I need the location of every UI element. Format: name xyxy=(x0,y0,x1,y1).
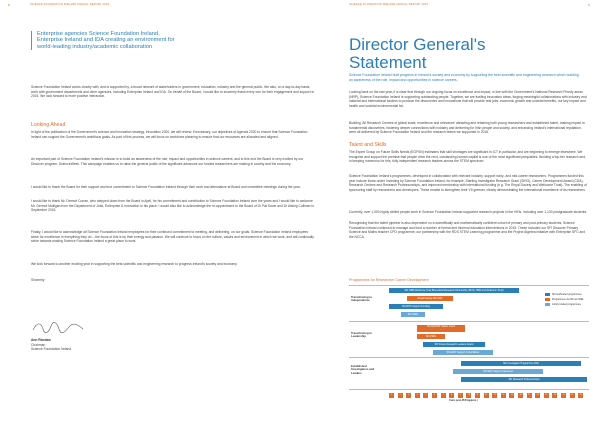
programme-bar: SFI-ERC/RF Starter Grant xyxy=(417,325,465,332)
right-paragraph-6: Recognising that the talent pipeline is also dependent on a scientifically and mathematically confident cohort of primary and post-primary students, Science Foundation Ireland continued to manage and fund a number of formal and informal education interventions in 2015. These included our SFI Discover Primary Science and Maths teacher CPD programme; our partnership with the RDS STEM Learning programme and the Project Algebra initiative with Enterprise SFC and the NCCA. xyxy=(349,221,586,239)
years-axis-label: Years post-PhD (approx.) xyxy=(449,399,478,402)
signatory-role: Chairman xyxy=(31,342,46,347)
year-tick: 13 xyxy=(493,394,496,396)
chart-divider xyxy=(349,321,589,322)
talent-skills-heading: Talent and Skills xyxy=(349,142,387,148)
row-label: Transitioning to independence xyxy=(351,295,372,303)
legend-item: SFI led/funded programmes xyxy=(545,293,582,296)
year-tick: 14 xyxy=(502,394,505,396)
title-line-2: Statement xyxy=(349,53,427,72)
chart-divider xyxy=(349,357,589,358)
programme-bar: SFI-ERC Support Advanced xyxy=(453,369,543,374)
programme-bar: SFI Future Research Leaders Award xyxy=(423,342,485,347)
year-tick: 20 xyxy=(553,394,556,396)
year-tick: 22 xyxy=(571,394,574,396)
programme-bar: SFI-PIRG xyxy=(417,334,445,339)
year-tick: 11 xyxy=(476,394,479,396)
legend-swatch xyxy=(545,293,550,296)
left-paragraph-1: Science Foundation Ireland works closely with, and is supported by, a broad network of stakeholders in government, education, industry and the general public. We also, on a day-to-day basis, work with government departments and other agencies, including Enterprise Ireland and IDA. On behalf of the Board, I would like to sincerely thank every one for their engagement and support in 2015. We look forward to more positive interaction. xyxy=(31,85,315,98)
year-tick: 19 xyxy=(545,394,548,396)
left-paragraph-7: We look forward to another exciting year in supporting the best scientific and engineering research to progress Ireland's society and economy. xyxy=(31,262,238,266)
year-tick: 15 xyxy=(510,394,513,396)
running-header-left: SCIENCE FOUNDATION IRELAND ANNUAL REPORT 2015 xyxy=(30,3,110,6)
chart-title: Programmes for Researcher Career Development xyxy=(349,278,429,282)
chart-divider xyxy=(349,389,589,390)
year-tick: 23 xyxy=(579,394,582,396)
year-tick: 9 xyxy=(459,394,461,396)
title-line-1: Director General's xyxy=(349,35,486,54)
programme-bar: SFI-HRB-Wellcome Trust Biomedical Research Partnership (RCSI, HRB and Wellcome Trust) xyxy=(389,288,519,293)
right-paragraph-3: The Expert Group on Future Skills Needs (EGFSN) estimates that skill shortages are significant in ICT in particular, and are beginning to emerge elsewhere. We recognise and support the premise that people drive the next, outstanding human capital is one of the most significant prequisites. Building a top-tier research and, in keeping numerous for this, fully independent research leaders across the STEM spectrum. xyxy=(349,150,586,163)
year-tick: 17 xyxy=(528,394,531,396)
year-tick: 1 xyxy=(390,394,393,396)
page-title xyxy=(349,36,485,72)
row-label: Established Investigators and Leaders xyxy=(351,364,375,375)
year-tick: 7 xyxy=(442,394,444,396)
year-tick: 4 xyxy=(416,394,418,396)
year-tick: 18 xyxy=(536,394,539,396)
left-paragraph-3: An important part of Science Foundation Ireland's mission is to build an awareness of the role, impact and opportunities in science careers, and to this end the Board is very excited by our Discover program, ScienceWeek. This campaign enables us to raise the general public of the significant advances our funded researchers are making in society and the economy. xyxy=(31,157,304,166)
year-tick: 3 xyxy=(408,394,410,396)
legend-swatch xyxy=(545,298,550,301)
looking-ahead-heading: Looking Ahead xyxy=(31,122,66,128)
row-label: Transitioning to Leadership xyxy=(351,331,372,339)
legend-swatch xyxy=(545,303,550,306)
programme-bar: SFI-ERC Support Consolidator xyxy=(433,350,493,355)
signatory-org: Science Foundation Ireland xyxy=(31,347,72,351)
left-paragraph-4: I would like to thank the Board for their support and true commitment to Science Foundation Ireland through their work and attendance at Board and committee meetings during the year. xyxy=(31,185,301,189)
right-paragraph-2: Building 'All Research Centres of global scale, excellence and relevance' attracting and retaining both young researchers and established talent, making impact in fundamental discoveries, fostering deeper connections with industry and delivering for Irish people and society, and enhancing Ireland's international reputation, were all delivered by Science Foundation Ireland and the research teams we supported in 2015. xyxy=(349,121,585,134)
right-paragraph-4: Science Foundation Ireland's programmes, developed in collaboration with relevant industry, support early- and mid-career researchers. Programmes funded this year include those under Investing by Science Foundation Ireland, for example, Starting Investigator Research Grant (SIRG), Career Development Award (CDA), Research Centres and Research Professorships, and improved mentorship with international funding (e.g. The Royal Society and Wellcome Trust). The enabling of sponsoring staff by researchers and developers. These enable to strengthen their VII greener, clearly demonstrating the international excellence of its researchers. xyxy=(349,174,587,192)
career-programmes-chart xyxy=(349,285,589,403)
right-paragraph-1: Looking back on the last year, it is clear that through our ongoing focus on excellence and impact, in line with the Government's National Research Priority areas (NRP), Science Foundation Ireland is supporting outstanding people. Together, we are fuelling innovation ideas, forging meaningful collaborations with industry and national and international funders to produce the discoveries and innovations that will provide real jobs, economic growth and societal benefits, our key impact and health and societal environmental fat. xyxy=(349,90,587,108)
legend-item: Jointly funded programmes xyxy=(545,303,581,306)
signatory-name: Ann Riordan xyxy=(31,338,51,342)
pull-quote: Enterprise agencies Science Foundation Ireland, Enterprise Ireland and IDA creating an environment for world-leading industry/academic collaboration xyxy=(31,31,177,50)
left-paragraph-6: Finally, I would like to acknowledge all Science Foundation Ireland employees for their continued commitment to meeting, and delivering, on our goals. Science Foundation Ireland employees strive for excellence in everything they do – the focus of this is by their energy and passion. We will continue to focus on the culture, values and environment in which we work, and will continually strive towards making Science Foundation Ireland a great place to work. xyxy=(31,230,314,243)
programme-bar: SFI Research Professorships xyxy=(461,377,587,382)
year-tick: 6 xyxy=(433,394,436,396)
sincerely-text: Sincerely xyxy=(31,278,45,282)
year-tick: 16 xyxy=(519,394,522,396)
year-tick: 2 xyxy=(399,394,401,396)
programme-bar: SFI-RDS Support Funding xyxy=(389,304,443,309)
chart-divider xyxy=(349,285,589,286)
page-number-left: 8 xyxy=(8,3,10,7)
year-tick: 8 xyxy=(451,394,453,396)
page-number-right: 9 xyxy=(588,3,590,7)
signature-image xyxy=(31,320,91,334)
year-tick: 12 xyxy=(485,394,488,396)
year-tick: 10 xyxy=(467,394,470,396)
programme-bar: Royal Society-SFI URF xyxy=(407,296,453,301)
year-tick: 5 xyxy=(425,394,427,396)
legend-item: Programmes via SFI and DEL xyxy=(545,298,584,301)
right-paragraph-5: Currently, over 1,000 highly skilled people work in Science Foundation Ireland supported research projects in the HEIs, including over 1,100 postgraduate students. xyxy=(349,210,588,214)
running-header-right: SCIENCE FOUNDATION IRELAND ANNUAL REPORT 2015 xyxy=(349,3,429,6)
programme-bar: SFI-SIRG xyxy=(401,312,425,317)
year-tick: 21 xyxy=(562,394,565,396)
intro-paragraph: Science Foundation Ireland built progress in Ireland's society and economy by supporting the best scientific and engineering research which building an awareness of the role, impact and opportunities in science careers. xyxy=(349,73,579,82)
left-paragraph-5: I would like to thank Mr. Dermot Curran, who stepped down from the Board in April, for his commitment and contribution to Science Foundation Ireland over the years and I would like to welcome Mr. Dermot Mulligan from the Department of Jobs, Enterprise & Innovation in his place. I would also like to acknowledge the re-appointment to the Board of Dr Pat Dowe and Dr Aisling Cullinan in September 2015. xyxy=(31,199,314,212)
programme-bar: SFI Investigator Programme (SFI) xyxy=(461,361,581,366)
left-paragraph-2: In light of the publication of the Government's science and innovation strategy, Innovation 2020, we will review, if necessary, our objectives of Agenda 2020 to ensure that Science Foundation Ireland can support the Government's ambitious goals. As part of this process, we will focus on workforce planning to ensure that our resources are allocated and aligned. xyxy=(31,130,308,139)
